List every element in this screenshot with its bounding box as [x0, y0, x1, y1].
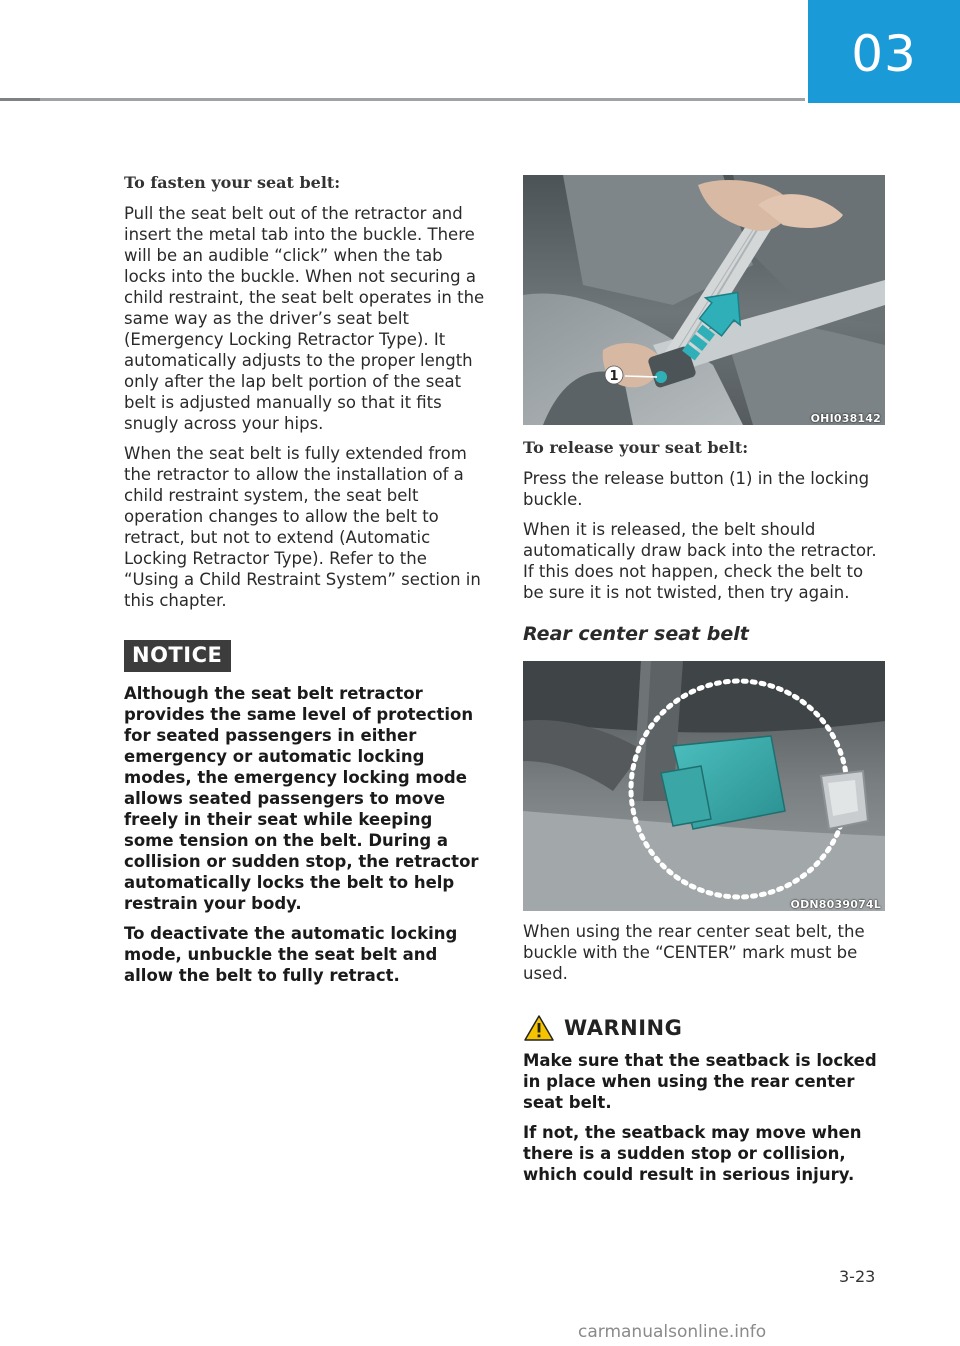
- warning-paragraph-1: Make sure that the seatback is locked in place when using the rear center seat belt.: [523, 1051, 877, 1112]
- center-belt-paragraph: When using the rear center seat belt, the buckle with the “CENTER” mark must be used.: [523, 922, 865, 983]
- notice-badge: NOTICE: [124, 640, 231, 672]
- header-rule-accent: [0, 98, 40, 101]
- right-column: [523, 175, 885, 1194]
- seat-belt-release-photo: [523, 175, 885, 425]
- header-rule: [0, 98, 805, 101]
- figure2-code: ODN8039074L: [790, 898, 881, 911]
- fasten-paragraph-1: Pull the seat belt out of the retractor and insert the metal tab into the buckle. There will be an audible “click” when the tab locks into the buckle. When not securing a child restraint, the seat belt operates in the same way as the driver’s seat belt (Emergency Locking Retractor Type). It automatically adjusts to the proper length only after the lap belt portion of the seat belt is adjusted manually so that it fits snugly across your hips.: [124, 204, 485, 433]
- chapter-number: 03: [851, 24, 917, 83]
- callout-1-label: 1: [609, 369, 619, 384]
- fasten-paragraph-2: When the seat belt is fully extended from the retractor to allow the installation of a child restraint system, the seat belt operation changes to allow the belt to retract, but not to extend (Automatic Locking Retractor Type). Refer to the “Using a Child Restraint System” section in this chapter.: [124, 444, 481, 610]
- fasten-heading: To fasten your seat belt:: [124, 173, 341, 192]
- rear-center-buckle-photo: [523, 661, 885, 911]
- warning-triangle-icon: [523, 1014, 555, 1042]
- page-number: 3-23: [839, 1267, 876, 1286]
- warning-header: [523, 1014, 885, 1042]
- figure1-code: OHI038142: [810, 412, 881, 425]
- watermark-link[interactable]: carmanualsonline.info: [578, 1322, 767, 1342]
- release-paragraph-1: Press the release button (1) in the locking buckle.: [523, 469, 870, 509]
- left-column: [124, 172, 486, 995]
- notice-paragraph-2: To deactivate the automatic locking mode, unbuckle the seat belt and allow the belt to fully retract.: [124, 924, 458, 985]
- chapter-tab: [808, 0, 960, 103]
- notice-paragraph-1: Although the seat belt retractor provides the same level of protection for seated passengers in either emergency or automatic locking modes, the emergency locking mode allows seated passengers to move freely in their seat while keeping some tension on the belt. During a collision or sudden stop, the retractor automatically locks the belt to help restrain your body.: [124, 684, 479, 913]
- section-title: Rear center seat belt: [523, 623, 749, 645]
- rear-center-buckle-illustration: [523, 661, 885, 911]
- release-heading: To release your seat belt:: [523, 438, 749, 457]
- warning-paragraph-2: If not, the seatback may move when there is a sudden stop or collision, which could result in serious injury.: [523, 1123, 862, 1184]
- release-paragraph-2: When it is released, the belt should automatically draw back into the retractor. If this does not happen, check the belt to be sure it is not twisted, then try again.: [523, 520, 877, 602]
- warning-label: WARNING: [564, 1016, 683, 1040]
- seat-belt-release-illustration: [523, 175, 885, 425]
